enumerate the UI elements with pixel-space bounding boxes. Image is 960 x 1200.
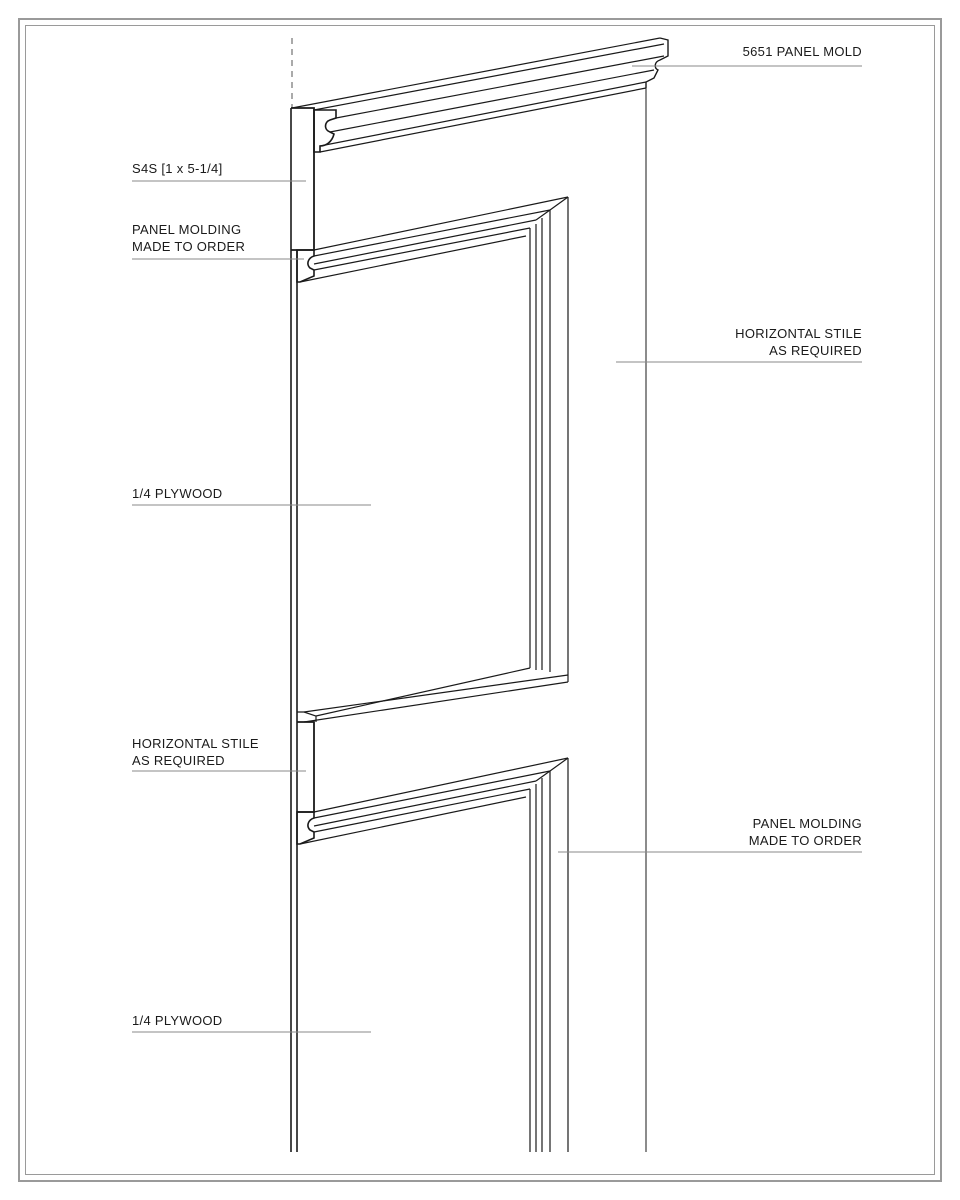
plywood-backing-section	[291, 108, 297, 1152]
panel-mold-5651-run	[292, 38, 668, 152]
label-horizontal-stile-right: HORIZONTAL STILE AS REQUIRED	[735, 326, 862, 358]
lower-panel-molding-frame	[300, 758, 568, 1152]
label-panel-molding-lower: PANEL MOLDING MADE TO ORDER	[748, 816, 862, 848]
label-plywood-lower: 1/4 PLYWOOD	[132, 1013, 223, 1028]
upper-panel-molding-frame	[300, 197, 568, 722]
label-panel-molding-upper: PANEL MOLDING MADE TO ORDER	[132, 222, 246, 254]
label-s4s-board: S4S [1 x 5-1/4]	[132, 161, 223, 176]
s4s-board-section	[291, 108, 314, 250]
label-horizontal-stile-left: HORIZONTAL STILE AS REQUIRED	[132, 736, 259, 768]
upper-panel-molding-profile	[297, 250, 314, 282]
lower-panel-molding-profile	[297, 812, 314, 844]
label-panel-mold-5651: 5651 PANEL MOLD	[742, 44, 862, 59]
leader-lines	[132, 66, 862, 1032]
label-plywood-upper: 1/4 PLYWOOD	[132, 486, 223, 501]
horizontal-stile-section	[297, 712, 316, 812]
